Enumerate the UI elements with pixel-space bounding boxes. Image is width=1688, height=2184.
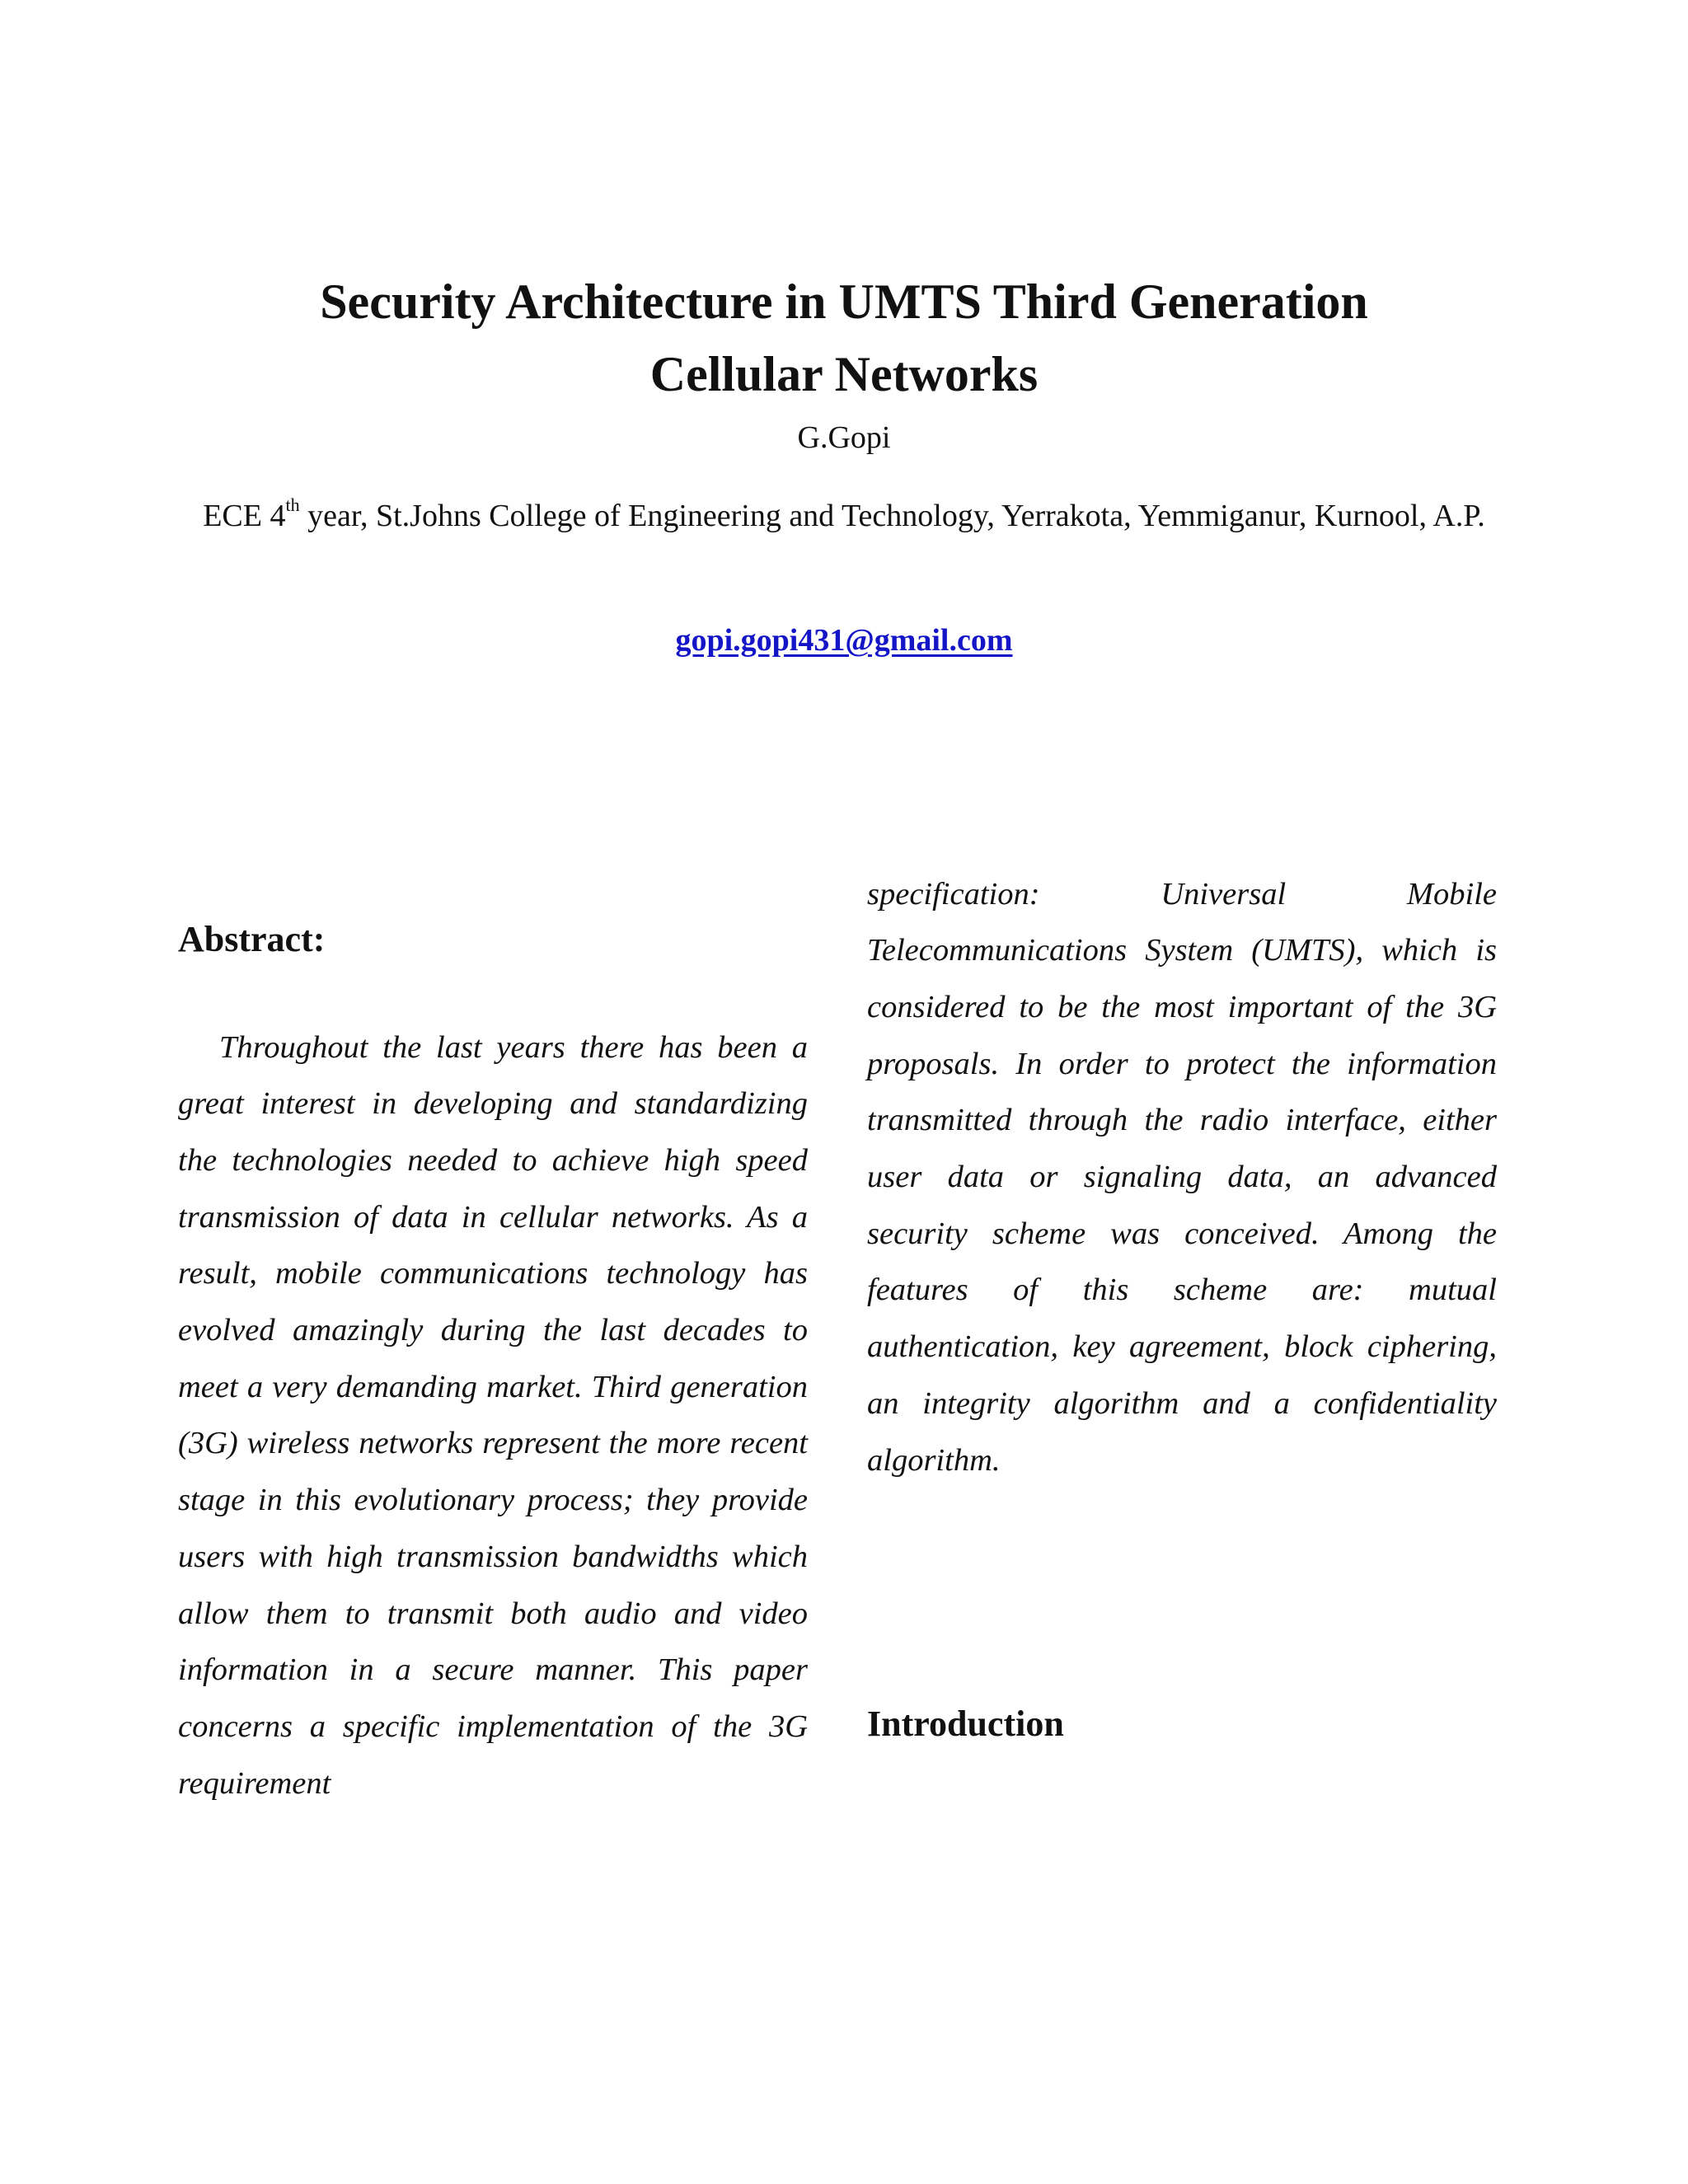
abstract-heading: Abstract: (178, 919, 326, 959)
author-affiliation (173, 486, 1515, 546)
abstract-text-right-column: specification: Universal Mobile Telecommunications System (UMTS), which is considered to be the most important of the 3G proposals. In order to protect the information transmitted through the radio interface, either user data or signaling data, an advanced security scheme was conceived. Among the features of this scheme are: mutual authentication, key agreement, block ciphering, an integrity algorithm and a confidentiality algorithm. (867, 876, 1497, 1478)
affiliation-prefix: ECE 4 (203, 499, 286, 533)
affiliation-superscript: th (285, 494, 300, 515)
introduction-heading: Introduction (867, 1704, 1064, 1744)
email-link[interactable]: gopi.gopi431@gmail.com (675, 623, 1013, 658)
author-name: G.Gopi (797, 420, 891, 455)
paper-title-line-2: Cellular Networks (649, 347, 1039, 401)
abstract-text-left-column: Throughout the last years there has been a great interest in developing and standardizing the technologies needed to achieve high speed transmission of data in cellular networks. As a result, mobile communications technology has evolved amazingly during the last decades to meet a very demanding market. Third generation (3G) wireless networks represent the more recent stage in this evolutionary process; they provide users with high transmission bandwidths which allow them to transmit both audio and video information in a secure manner. This paper concerns a specific implementation of the 3G requirement (178, 1029, 808, 1801)
author-email (0, 620, 1688, 661)
paper-title (0, 265, 1688, 410)
paper-title-line-1: Security Architecture in UMTS Third Generation (320, 274, 1368, 329)
affiliation-text: year, St.Johns College of Engineering and Technology, Yerrakota, Yemmiganur, Kurnool, A.P. (299, 499, 1485, 533)
